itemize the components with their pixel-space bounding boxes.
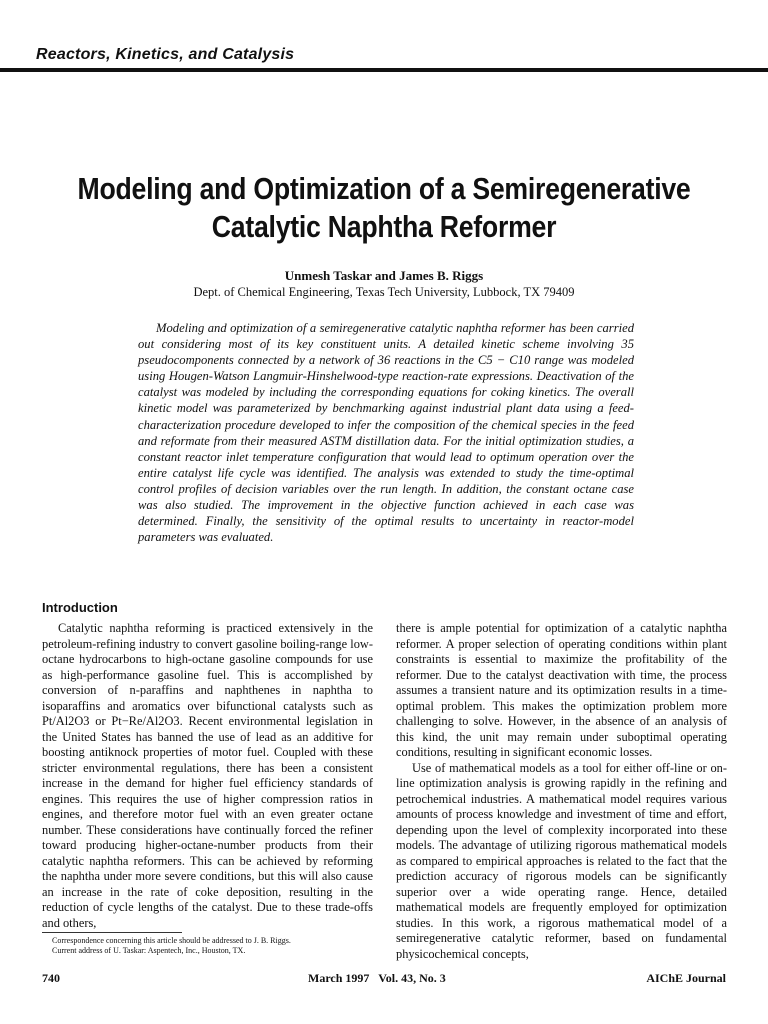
title-line-1: Modeling and Optimization of a Semiregenerative <box>77 171 691 206</box>
left-column <box>42 621 373 931</box>
volume-issue: Vol. 43, No. 3 <box>378 971 446 985</box>
footnotes <box>52 936 372 956</box>
right-column <box>396 621 727 962</box>
footnote-rule <box>42 932 182 933</box>
title-line-2: Catalytic Naphtha Reformer <box>211 209 557 244</box>
introduction-heading: Introduction <box>42 600 118 615</box>
header-rule <box>0 68 768 72</box>
issue-date: March 1997 <box>308 971 370 985</box>
issue-info <box>308 971 452 986</box>
footnote-correspondence: Correspondence concerning this article should be addressed to J. B. Riggs. <box>52 936 291 945</box>
journal-name: AIChE Journal <box>646 971 726 985</box>
footnote-current-address: Current address of U. Taskar: Aspentech, Inc., Houston, TX. <box>52 946 246 955</box>
page-number: 740 <box>42 971 60 985</box>
intro-paragraph-1-continued: there is ample potential for optimization of a catalytic naphtha reformer. A proper selection of operating conditions within plant constraints is essential to maximize the profitability of the reformer. Due to the catalyst deactivation with time, the process assumes a transient nature and its optimization results in a time-optimal problem. This makes the optimization problem more challenging to solve. However, in the absence of an analysis of this kind, the unit may remain under suboptimal operating conditions, resulting in significant economic losses. <box>396 621 727 759</box>
authors: Unmesh Taskar and James B. Riggs <box>284 268 484 283</box>
affiliation: Dept. of Chemical Engineering, Texas Tech University, Lubbock, TX 79409 <box>193 285 575 299</box>
intro-paragraph-1: Catalytic naphtha reforming is practiced extensively in the petroleum-refining industry to convert gasoline boiling-range low-octane hydrocarbons to high-octane gasoline compounds for use as high-performance gasoline fuel. This is accomplished by conversion of n-paraffins and naphthenes in naphtha to isoparaffins and aromatics over bifunctional catalysts such as Pt/Al2O3 or Pt−Re/Al2O3. Recent environmental legislation in the United States has banned the use of lead as an additive for boosting antiknock properties of motor fuel. Coupled with these stricter environmental regulations, there has been a consistent increase in the demand for higher fuel efficiency standards of engines. This requires the use of higher compression ratios in engines, and therefore motor fuel with an even greater octane number. These considerations have continually forced the refiner toward producing higher-octane-number products from their catalytic naphtha reformers. This can be achieved by reforming the naphtha under more severe conditions, but this will also cause an increase in the rate of coke deposition, resulting in the reduction of cycle lengths of the catalyst. Due to these trade-offs and others, <box>42 621 373 930</box>
article-title <box>71 170 697 246</box>
intro-paragraph-2: Use of mathematical models as a tool for either off-line or on-line optimization analysis is growing rapidly in the refining and petrochemical industries. A mathematical model requires various amounts of process knowledge and investment of time and effort, depending upon the level of complexity incorporated into these models. The advantage of utilizing rigorous mathematical models as compared to empirical approaches is related to the fact that the prediction accuracy of rigorous models can be significantly superior over a wide operating range. Hence, detailed mathematical models are frequently employed for optimization studies. In this work, a rigorous mathematical model of a semiregenerative catalytic reformer, based on fundamental physicochemical concepts, <box>396 760 727 961</box>
abstract: Modeling and optimization of a semiregenerative catalytic naphtha reformer has been carried out considering most of its key constituent units. A detailed kinetic scheme involving 35 pseudocomponents connected by a network of 36 reactions in the C5 − C10 range was modeled using Hougen-Watson Langmuir-Hinshelwood-type reaction-rate expressions. Deactivation of the catalyst was modeled by including the corresponding equations for coking kinetics. The overall kinetic model was parameterized by benchmarking against industrial plant data using a feed-characterization procedure developed to infer the composition of the chemical species in the feed and reformate from their measured ASTM distillation data. For the initial optimization studies, a constant reactor inlet temperature configuration that would lead to optimum operation over the entire catalyst life cycle was identified. The analysis was extended to study the time-optimal control profiles of decision variables over the run length. In addition, the constant octane case was also studied. The improvement in the objective function achieved in each case was determined. Finally, the sensitivity of the optimal results to uncertainty in reactor-model parameters was evaluated. <box>138 321 634 545</box>
section-label: Reactors, Kinetics, and Catalysis <box>36 46 295 63</box>
